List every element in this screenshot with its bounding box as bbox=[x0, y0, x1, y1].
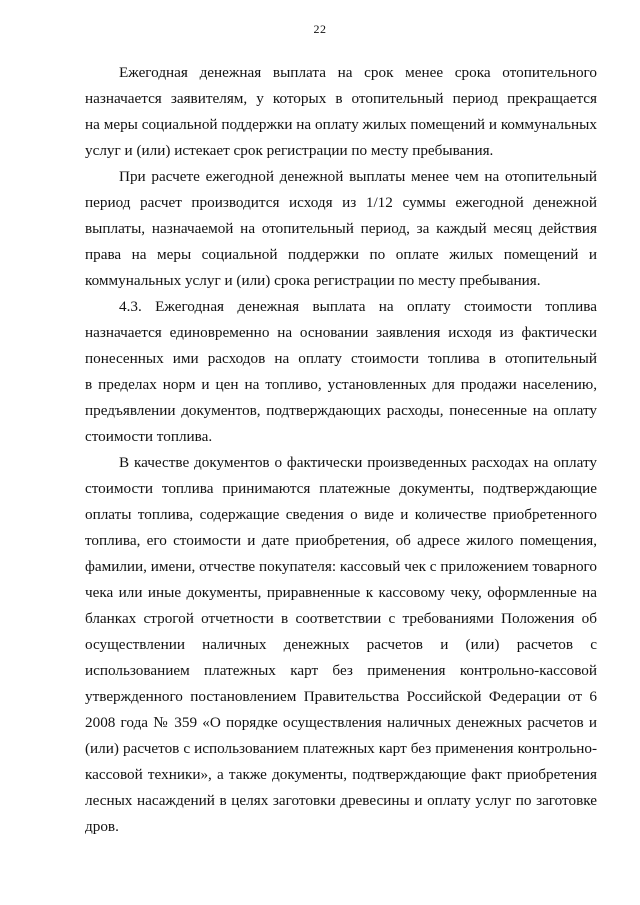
paragraph-line: чека или иные документы, приравненные к кассовому чеку, оформленные на bbox=[85, 584, 597, 601]
paragraph-line: на меры социальной поддержки на оплату жилых помещений и коммунальных bbox=[85, 116, 597, 133]
paragraph-line: кассовой техники», а также документы, подтверждающие факт приобретения bbox=[85, 766, 597, 783]
paragraph-line: 2008 года № 359 «О порядке осуществления наличных денежных расчетов и bbox=[85, 714, 597, 731]
paragraph-line: осуществлении наличных денежных расчетов и (или) расчетов с bbox=[85, 636, 597, 653]
paragraph-2 bbox=[85, 164, 597, 294]
paragraph-4 bbox=[85, 450, 597, 840]
paragraph-3 bbox=[85, 294, 597, 450]
paragraph-line: период расчет производится исходя из 1/12 суммы ежегодной денежной bbox=[85, 194, 597, 211]
document-body bbox=[85, 60, 597, 840]
paragraph-line: стоимости топлива принимаются платежные документы, подтверждающие bbox=[85, 480, 597, 497]
paragraph-line: утвержденного постановлением Правительства Российской Федерации от 6 bbox=[85, 688, 597, 705]
paragraph-line: бланках строгой отчетности в соответствии с требованиями Положения об bbox=[85, 610, 597, 627]
paragraph-line: коммунальных услуг и (или) срока регистрации по месту пребывания. bbox=[85, 272, 541, 289]
paragraph-line: В качестве документов о фактически произведенных расходах на оплату bbox=[119, 454, 597, 471]
paragraph-line: топлива, его стоимости и дате приобретения, об адресе жилого помещения, bbox=[85, 532, 597, 549]
paragraph-line: понесенных ими расходов на оплату стоимости топлива в отопительный bbox=[85, 350, 597, 367]
paragraph-line: назначается единовременно на основании заявления исходя из фактически bbox=[85, 324, 597, 341]
paragraph-line: в пределах норм и цен на топливо, установленных для продажи населению, bbox=[85, 376, 597, 393]
paragraph-line: оплаты топлива, содержащие сведения о виде и количестве приобретенного bbox=[85, 506, 597, 523]
paragraph-line: Ежегодная денежная выплата на срок менее срока отопительного bbox=[119, 64, 597, 81]
paragraph-line: стоимости топлива. bbox=[85, 428, 213, 445]
paragraph-line: фамилии, имени, отчестве покупателя: кассовый чек с приложением товарного bbox=[85, 558, 597, 575]
paragraph-1 bbox=[85, 60, 597, 164]
paragraph-line: дров. bbox=[85, 818, 119, 835]
paragraph-line: услуг и (или) истекает срок регистрации по месту пребывания. bbox=[85, 142, 494, 159]
paragraph-line: 4.3. Ежегодная денежная выплата на оплату стоимости топлива bbox=[119, 298, 597, 315]
paragraph-line: права на меры социальной поддержки по оплате жилых помещений и bbox=[85, 246, 597, 263]
paragraph-line: использованием платежных карт без применения контрольно-кассовой bbox=[85, 662, 597, 679]
paragraph-line: (или) расчетов с использованием платежных карт без применения контрольно- bbox=[85, 740, 597, 757]
paragraph-line: При расчете ежегодной денежной выплаты менее чем на отопительный bbox=[119, 168, 597, 185]
paragraph-line: предъявлении документов, подтверждающих расходы, понесенные на оплату bbox=[85, 402, 597, 419]
paragraph-line: лесных насаждений в целях заготовки древесины и оплату услуг по заготовке bbox=[85, 792, 597, 809]
page-number: 22 bbox=[313, 22, 327, 36]
paragraph-line: выплаты, назначаемой на отопительный период, за каждый месяц действия bbox=[85, 220, 597, 237]
paragraph-line: назначается заявителям, у которых в отопительный период прекращается bbox=[85, 90, 597, 107]
